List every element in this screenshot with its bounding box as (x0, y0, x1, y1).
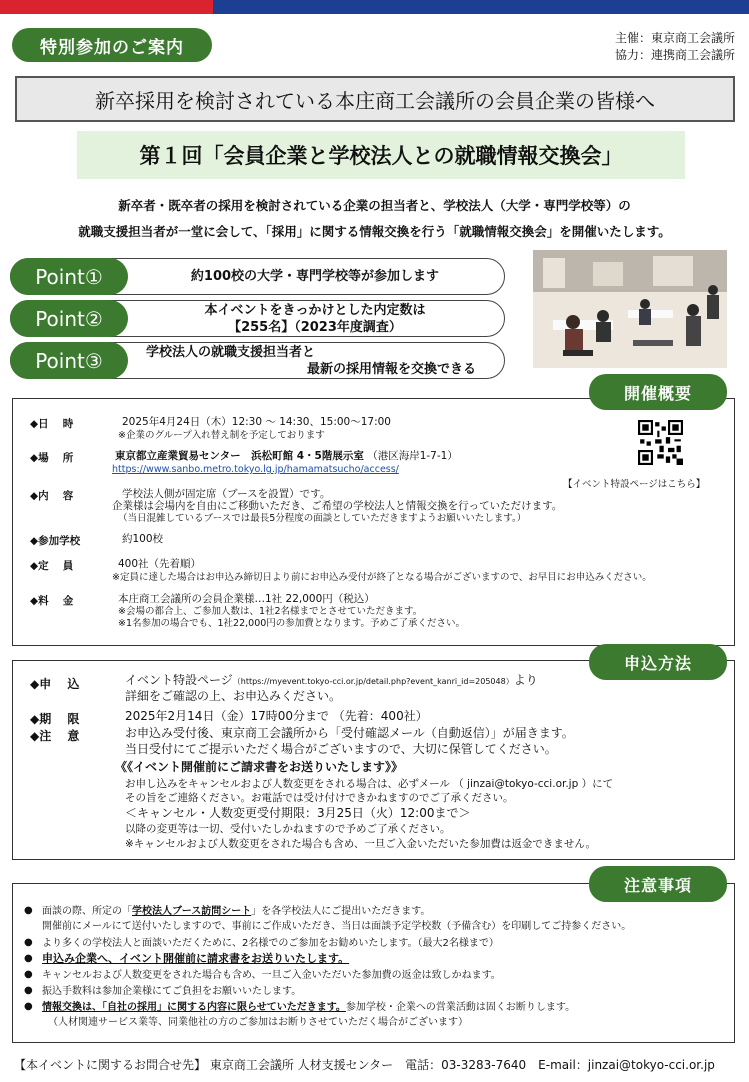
target-banner: 新卒採用を検討されている本庄商工会議所の会員企業の皆様へ (15, 76, 735, 122)
qr-caption: 【イベント特設ページはこちら】 (563, 479, 706, 490)
note-1c: 」を各学校法人にご提出いただきます。 (251, 906, 431, 917)
lead-text-1: 新卒者・既卒者の採用を検討されている企業の担当者と、学校法人（大学・専門学校等）の (118, 198, 631, 213)
point-2-text-1: 本イベントをきっかけとした内定数は (204, 302, 426, 318)
schools-label: ◆参加学校 (30, 535, 81, 547)
event-photo (533, 250, 727, 368)
place-address: （港区海岸1-7-1） (367, 450, 458, 462)
note-2: より多くの学校法人と面談いただくために、2名様でのご参加をお勧めいたします。（最大2名様まで） (42, 938, 499, 949)
note-1d: 開催前にメールにて送付いたしますので、事前にご作成いただき、当日は面談予定学校数（予備含む）を印刷してご持参ください。 (42, 921, 632, 932)
special-invitation-badge: 特別参加のご案内 (12, 28, 212, 62)
point-3 (10, 342, 505, 379)
note-bullet-3: ● (24, 953, 33, 964)
note-6a: 情報交換は、「自社の採用」に関する内容に限らせていただきます。 (42, 1002, 346, 1013)
fee-note-1: ※会場の都合上、ご参加人数は、1社2名様までとさせていただきます。 (118, 606, 423, 617)
organizer-info (615, 30, 735, 64)
point-3-text-2: 最新の採用情報を交換できる (306, 361, 476, 377)
apply-text-1c: より (513, 673, 538, 687)
lead-text-2: 就職支援担当者が一堂に会して、「採用」に関する情報交換を行う「就職情報交換会」を開催いたします。 (78, 224, 671, 239)
deadline-label: ◆期 限 (30, 712, 80, 726)
datetime-value: 2025年4月24日（木）12:30 ～ 14:30、15:00～17:00 (122, 416, 391, 428)
point-2 (10, 300, 505, 337)
top-bar-red (0, 0, 213, 14)
note-3: 申込み企業へ、イベント開催前に請求書をお送りいたします。 (42, 952, 350, 965)
cancel-text-1: お申し込みをキャンセルおよび人数変更をされる場合は、必ずメール （ jinzai@tokyo-cci.or.jp ）にて (125, 778, 614, 790)
overview-tag: 開催概要 (589, 374, 727, 410)
cancel-text-2: その旨をご連絡ください。お電話では受け付けできかねますのでご了承ください。 (125, 792, 514, 804)
organizer: 主催：東京商工会議所 (614, 31, 735, 45)
place-value: 東京都立産業貿易センター 浜松町館 4・5階展示室 (115, 450, 364, 462)
point-2-text-2: 【255名】（2023年度調査） (228, 319, 402, 335)
note-bullet-1: ● (24, 905, 33, 916)
capacity-value: 400社（先着順） (118, 558, 202, 570)
point-1-label: Point① (10, 258, 128, 295)
notice-label: ◆注 意 (30, 729, 80, 743)
top-bar-blue (213, 0, 749, 14)
note-1a: 面談の際、所定の「 (42, 906, 132, 917)
cooperation: 協力：連携商工会議所 (614, 48, 735, 62)
apply-tag: 申込方法 (589, 644, 727, 680)
notice-text-2: 当日受付にてご提示いただく場合がございますので、大切に保管してください。 (125, 742, 557, 756)
content-text-3: （当日混雑しているブースでは最長5分程度の面談としていただきますようお願いいたします。） (118, 513, 527, 524)
datetime-label: ◆日 時 (30, 418, 74, 430)
notice-text-1: お申込み受付後、東京商工会議所から「受付確認メール（自動返信）」が届きます。 (125, 726, 574, 740)
event-title: 第１回「会員企業と学校法人との就職情報交換会」 (77, 131, 685, 179)
fee-label: ◆料 金 (30, 595, 74, 607)
content-label: ◆内 容 (30, 490, 74, 502)
point-1-text: 約100校の大学・専門学校等が参加します (190, 269, 440, 284)
deadline-value: 2025年2月14日（金）17時00分まで （先着：400社） (125, 709, 428, 723)
note-6b: 参加学校・企業への営業活動は固くお断りします。 (345, 1002, 576, 1013)
fee-note-2: ※1名参加の場合でも、1社22,000円の参加費となります。予めご了承ください。 (118, 618, 466, 629)
capacity-note: ※定員に達した場合はお申込み締切日より前にお申込み受付が終了となる場合がございますので、お早目にお申込みください。 (112, 572, 652, 583)
apply-text-2: 詳細をご確認の上、お申込みください。 (125, 689, 342, 703)
note-bullet-5: ● (24, 985, 33, 996)
cancel-text-4: ※キャンセルおよび人数変更をされた場合も含め、一旦ご入金いただいた参加費は返金できません。 (125, 838, 597, 850)
place-url-link[interactable]: https://www.sanbo.metro.tokyo.lg.jp/hamamatsucho/access/ (112, 464, 399, 475)
note-4: キャンセルおよび人数変更をされた場合も含め、一旦ご入金いただいた参加費の返金は致しかねます。 (42, 970, 501, 981)
point-2-label: Point② (10, 300, 128, 337)
qr-code-icon[interactable] (638, 420, 683, 465)
note-1-sheet: 学校法人ブース訪問シート (132, 906, 252, 917)
apply-url-link[interactable]: （https://myevent.tokyo-cci.or.jp/detail.php?event_kanri_id=205048） (232, 677, 514, 686)
note-bullet-2: ● (24, 937, 33, 948)
cancel-text-3: 以降の変更等は一切、受付いたしかねますので予めご了承ください。 (125, 823, 451, 835)
note-5: 振込手数料は参加企業様にてご負担をお願いいたします。 (42, 986, 302, 997)
invoice-notice: 《《イベント開催前にご請求書をお送りいたします》》 (115, 760, 404, 774)
capacity-label: ◆定 員 (30, 560, 74, 572)
apply-label: ◆申 込 (30, 677, 80, 691)
cancel-deadline: ＜キャンセル・人数変更受付期限：3月25日（火）12:00まで＞ (125, 806, 471, 820)
content-text-2: 企業様は会場内を自由にご移動いただき、ご希望の学校法人と情報交換を行っていただけます。 (112, 500, 563, 512)
note-6c: （人材関連サービス業等、同業他社の方のご参加はお断りさせていただく場合がございます） (48, 1017, 468, 1028)
content-text-1: 学校法人側が固定席（ブースを設置）です。 (122, 488, 331, 500)
point-3-label: Point③ (10, 342, 128, 379)
point-1 (10, 258, 505, 295)
fee-value: 本庄商工会議所の会員企業様…1社 22,000円（税込） (118, 593, 375, 605)
datetime-note: ※企業のグループ入れ替え制を予定しております (118, 430, 325, 441)
note-bullet-4: ● (24, 969, 33, 980)
schools-value: 約100校 (122, 533, 164, 545)
apply-text-1a: イベント特設ページ (125, 673, 233, 687)
place-label: ◆場 所 (30, 452, 74, 464)
notes-tag: 注意事項 (589, 866, 727, 902)
note-bullet-6: ● (24, 1001, 33, 1012)
point-3-text-1: 学校法人の就職支援担当者と (146, 344, 316, 360)
contact-footer: 【本イベントに関するお問合せ先】 東京商工会議所 人材支援センター 電話：03-3283-7640 E-mail：jinzai@tokyo-cci.or.jp (14, 1058, 715, 1072)
